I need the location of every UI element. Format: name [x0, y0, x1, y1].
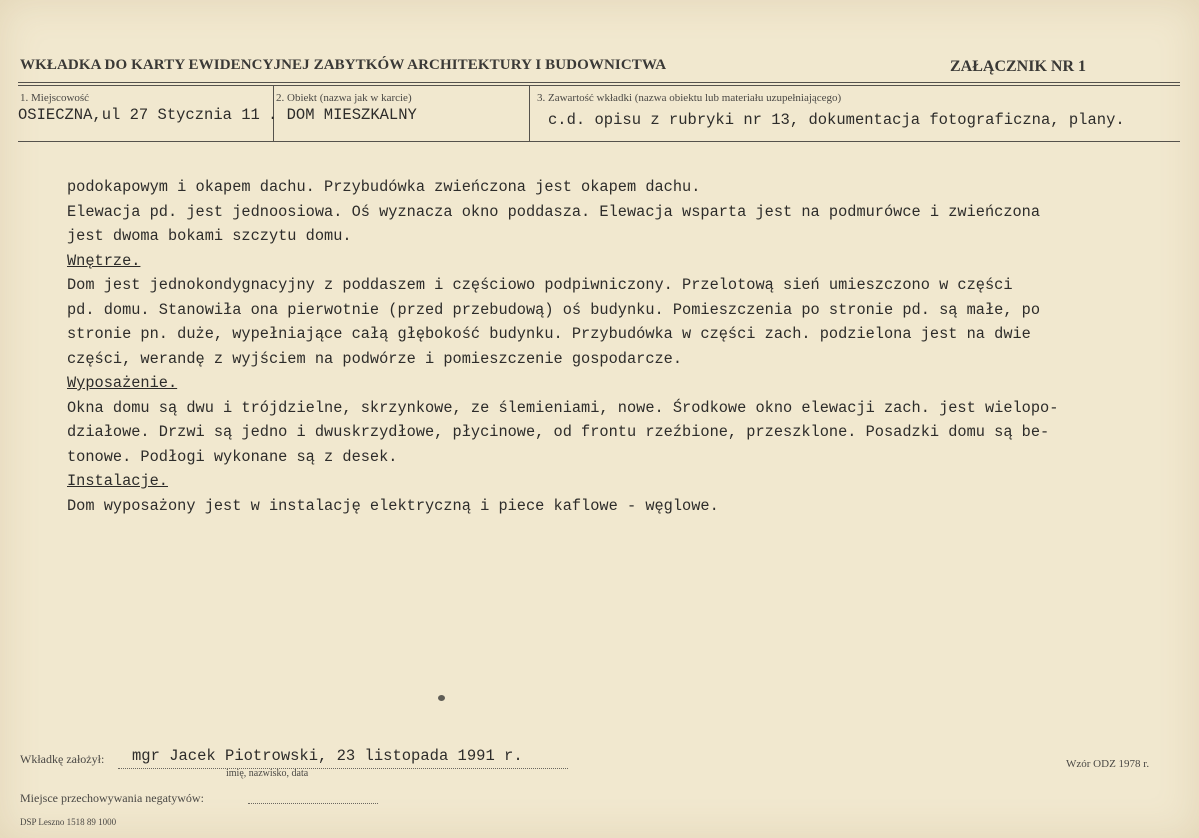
header-rule-top-double [18, 85, 1180, 86]
body-line: działowe. Drzwi są jedno i dwuskrzydłowe, płycinowe, od frontu rzeźbione, przeszklone. Posadzki domu są be- [67, 423, 1050, 441]
body-line: Elewacja pd. jest jednoosiowa. Oś wyznacza okno poddasza. Elewacja wsparta jest na podmurówce i zwieńczona [67, 202, 1041, 221]
print-code: DSP Leszno 1518 89 1000 [20, 817, 117, 827]
location-value: OSIECZNA,ul 27 Stycznia 11 [18, 106, 260, 124]
ink-smudge [438, 695, 445, 701]
body-line: pd. domu. Stanowiła ona pierwotnie (przed przebudową) oś budynku. Pomieszczenia po stronie pd. są małe, po [67, 300, 1041, 319]
header-rule-bottom [18, 141, 1180, 142]
body-line: Dom wyposażony jest w instalację elektryczną i piece kaflowe - węglowe. [67, 496, 719, 515]
section-heading: Wnętrze. [67, 251, 141, 270]
founder-caption: imię, nazwisko, data [226, 768, 309, 779]
body-line: Okna domu są dwu i trójdzielne, skrzynkowe, ze ślemieniami, nowe. Środkowe okno elewacji zach. jest wielopo- [67, 398, 1059, 417]
founder-label: Wkładkę założył: [20, 752, 105, 766]
founder-line [118, 768, 568, 769]
description-body [67, 175, 1177, 518]
storage-line [248, 803, 378, 804]
annex-number: ZAŁĄCZNIK NR 1 [950, 58, 1087, 75]
field-divider-2 [529, 86, 530, 141]
location-label: 1. Miejscowość [20, 92, 90, 104]
section-heading: Instalacje. [67, 472, 168, 490]
header-rule-top [18, 82, 1180, 83]
body-line: stronie pn. duże, wypełniające całą głębokość budynku. Przybudówka w części zach. podzielona jest na dwie [67, 325, 1031, 343]
object-value: . DOM MIESZKALNY [268, 106, 417, 124]
founder-value: mgr Jacek Piotrowski, 23 listopada 1991 r. [132, 747, 523, 765]
content-label: 3. Zawartość wkładki (nazwa obiektu lub materiału uzupełniającego) [537, 92, 842, 104]
body-line: Dom jest jednokondygnacyjny z poddaszem i częściowo podpiwniczony. Przelotową sień umieszczono w części [67, 276, 1013, 294]
section-heading: Wyposażenie. [67, 374, 178, 392]
body-line: tonowe. Podłogi wykonane są z desek. [67, 447, 398, 466]
body-line: podokapowym i okapem dachu. Przybudówka zwieńczona jest okapem dachu. [67, 178, 701, 196]
object-label: 2. Obiekt (nazwa jak w karcie) [276, 92, 412, 104]
body-line: jest dwoma bokami szczytu domu. [67, 227, 352, 245]
storage-label: Miejsce przechowywania negatywów: [20, 791, 204, 805]
body-line: części, werandę z wyjściem na podwórze i pomieszczenie gospodarcze. [67, 349, 683, 368]
form-title: WKŁADKA DO KARTY EWIDENCYJNEJ ZABYTKÓW ARCHITEKTURY I BUDOWNICTWA [20, 57, 667, 73]
form-code: Wzór ODZ 1978 r. [1066, 758, 1150, 770]
content-value: c.d. opisu z rubryki nr 13, dokumentacja fotograficzna, plany. [548, 111, 1125, 129]
